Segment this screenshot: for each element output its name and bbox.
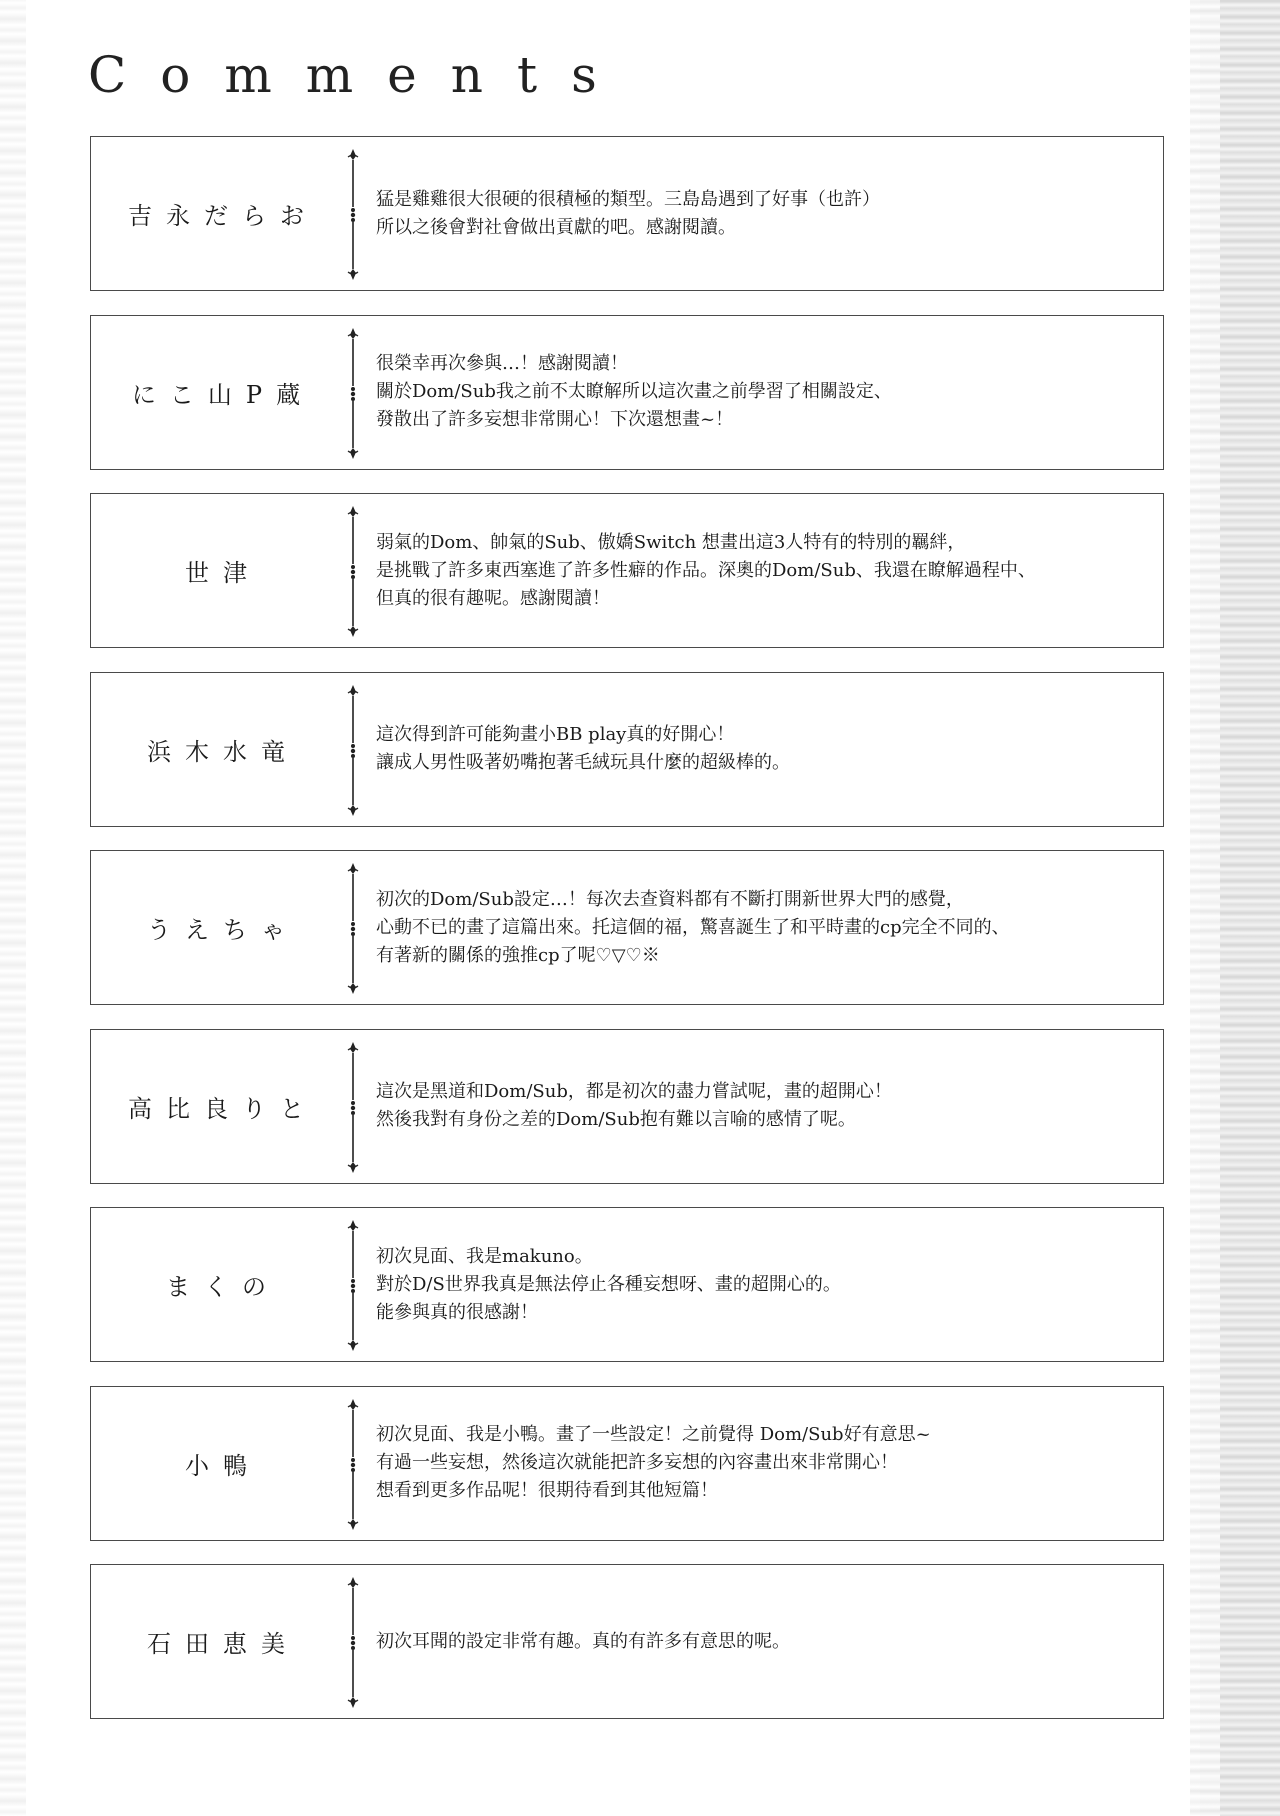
author-name: 世津	[185, 559, 261, 587]
comment-entry	[90, 136, 1164, 291]
comment-line: 這次得到許可能夠畫小BB play真的好開心！	[376, 724, 735, 745]
comment-entry	[90, 1207, 1164, 1362]
comment-line: 初次耳聞的設定非常有趣。真的有許多有意思的呢。	[376, 1630, 790, 1652]
ornament-divider-icon	[341, 1040, 365, 1175]
author-name: にこ山P蔵	[131, 380, 315, 409]
comment-entry	[90, 1029, 1164, 1184]
comment-text	[376, 851, 1146, 1004]
comment-line: 想看到更多作品呢！很期待看到其他短篇！	[376, 1480, 718, 1501]
comment-text	[376, 1387, 1146, 1540]
ornament-divider-icon	[341, 504, 365, 639]
author-name: 吉永だらお	[128, 202, 318, 230]
comment-text	[376, 673, 1146, 826]
comment-line: 初次見面、我是小鴨。畫了一些設定！之前覺得 Dom/Sub好有意思~	[376, 1424, 931, 1445]
ornament-divider-icon	[341, 861, 365, 996]
comment-entry	[90, 850, 1164, 1005]
comment-line: 發散出了許多妄想非常開心！下次還想畫~！	[376, 409, 734, 430]
comment-text	[376, 494, 1146, 647]
comment-text	[376, 1208, 1146, 1361]
ornament-divider-icon	[341, 683, 365, 818]
author-name: うえちゃ	[147, 916, 299, 944]
comment-line: 很榮幸再次參與…！感謝閱讀！	[376, 353, 628, 374]
comment-line: 心動不已的畫了這篇出來。托這個的福，驚喜誕生了和平時畫的cp完全不同的、	[376, 916, 1010, 938]
comment-line: 弱氣的Dom、帥氣的Sub、傲嬌Switch 想畫出這3人特有的特別的羈絆，	[376, 531, 966, 553]
author-name: 小鴨	[185, 1451, 261, 1480]
author-name: 高比良りと	[128, 1094, 318, 1123]
comment-list	[90, 136, 1164, 1743]
comment-entry	[90, 1386, 1164, 1541]
comment-line: 猛是雞雞很大很硬的很積極的類型。三島島遇到了好事（也許）	[376, 188, 880, 210]
comment-text	[376, 137, 1146, 290]
comment-line: 有著新的關係的強推cp了呢♡▽♡※	[376, 944, 660, 966]
comment-entry	[90, 1564, 1164, 1719]
ornament-divider-icon	[341, 326, 365, 461]
ornament-divider-icon	[341, 1218, 365, 1353]
author-name: 石田恵美	[147, 1630, 299, 1658]
ornament-divider-icon	[341, 147, 365, 282]
comment-line: 關於Dom/Sub我之前不太瞭解所以這次畫之前學習了相關設定、	[376, 381, 892, 402]
comment-line: 這次是黑道和Dom/Sub，都是初次的盡力嘗試呢，畫的超開心！	[376, 1081, 892, 1102]
comment-line: 初次的Dom/Sub設定…！每次去查資料都有不斷打開新世界大門的感覺，	[376, 888, 964, 910]
comment-text	[376, 1565, 1146, 1718]
comment-entry	[90, 493, 1164, 648]
comment-line: 有過一些妄想，然後這次就能把許多妄想的內容畫出來非常開心！	[376, 1452, 898, 1473]
page-edge-texture-fade	[1190, 0, 1220, 1816]
comment-entry	[90, 315, 1164, 470]
comment-line: 但真的很有趣呢。感謝閱讀！	[376, 587, 610, 609]
comment-line: 讓成人男性吸著奶嘴抱著毛絨玩具什麼的超級棒的。	[376, 752, 790, 773]
comment-line: 能參與真的很感謝！	[376, 1301, 538, 1323]
comment-text	[376, 1030, 1146, 1183]
author-name: 浜木水竜	[147, 737, 299, 766]
comment-line: 對於D/S世界我真是無法停止各種妄想呀、畫的超開心的。	[376, 1273, 841, 1295]
comment-line: 然後我對有身份之差的Dom/Sub抱有難以言喻的感情了呢。	[376, 1109, 856, 1130]
author-name: まくの	[166, 1273, 280, 1301]
comment-entry	[90, 672, 1164, 827]
comment-line: 是挑戰了許多東西塞進了許多性癖的作品。深奧的Dom/Sub、我還在瞭解過程中、	[376, 559, 1036, 581]
page-title: Comments	[88, 46, 631, 104]
page-edge-texture-left	[0, 0, 26, 1816]
comment-line: 所以之後會對社會做出貢獻的吧。感謝閱讀。	[376, 216, 736, 238]
ornament-divider-icon	[341, 1397, 365, 1532]
comment-text	[376, 316, 1146, 469]
ornament-divider-icon	[341, 1575, 365, 1710]
comment-line: 初次見面、我是makuno。	[376, 1245, 593, 1267]
